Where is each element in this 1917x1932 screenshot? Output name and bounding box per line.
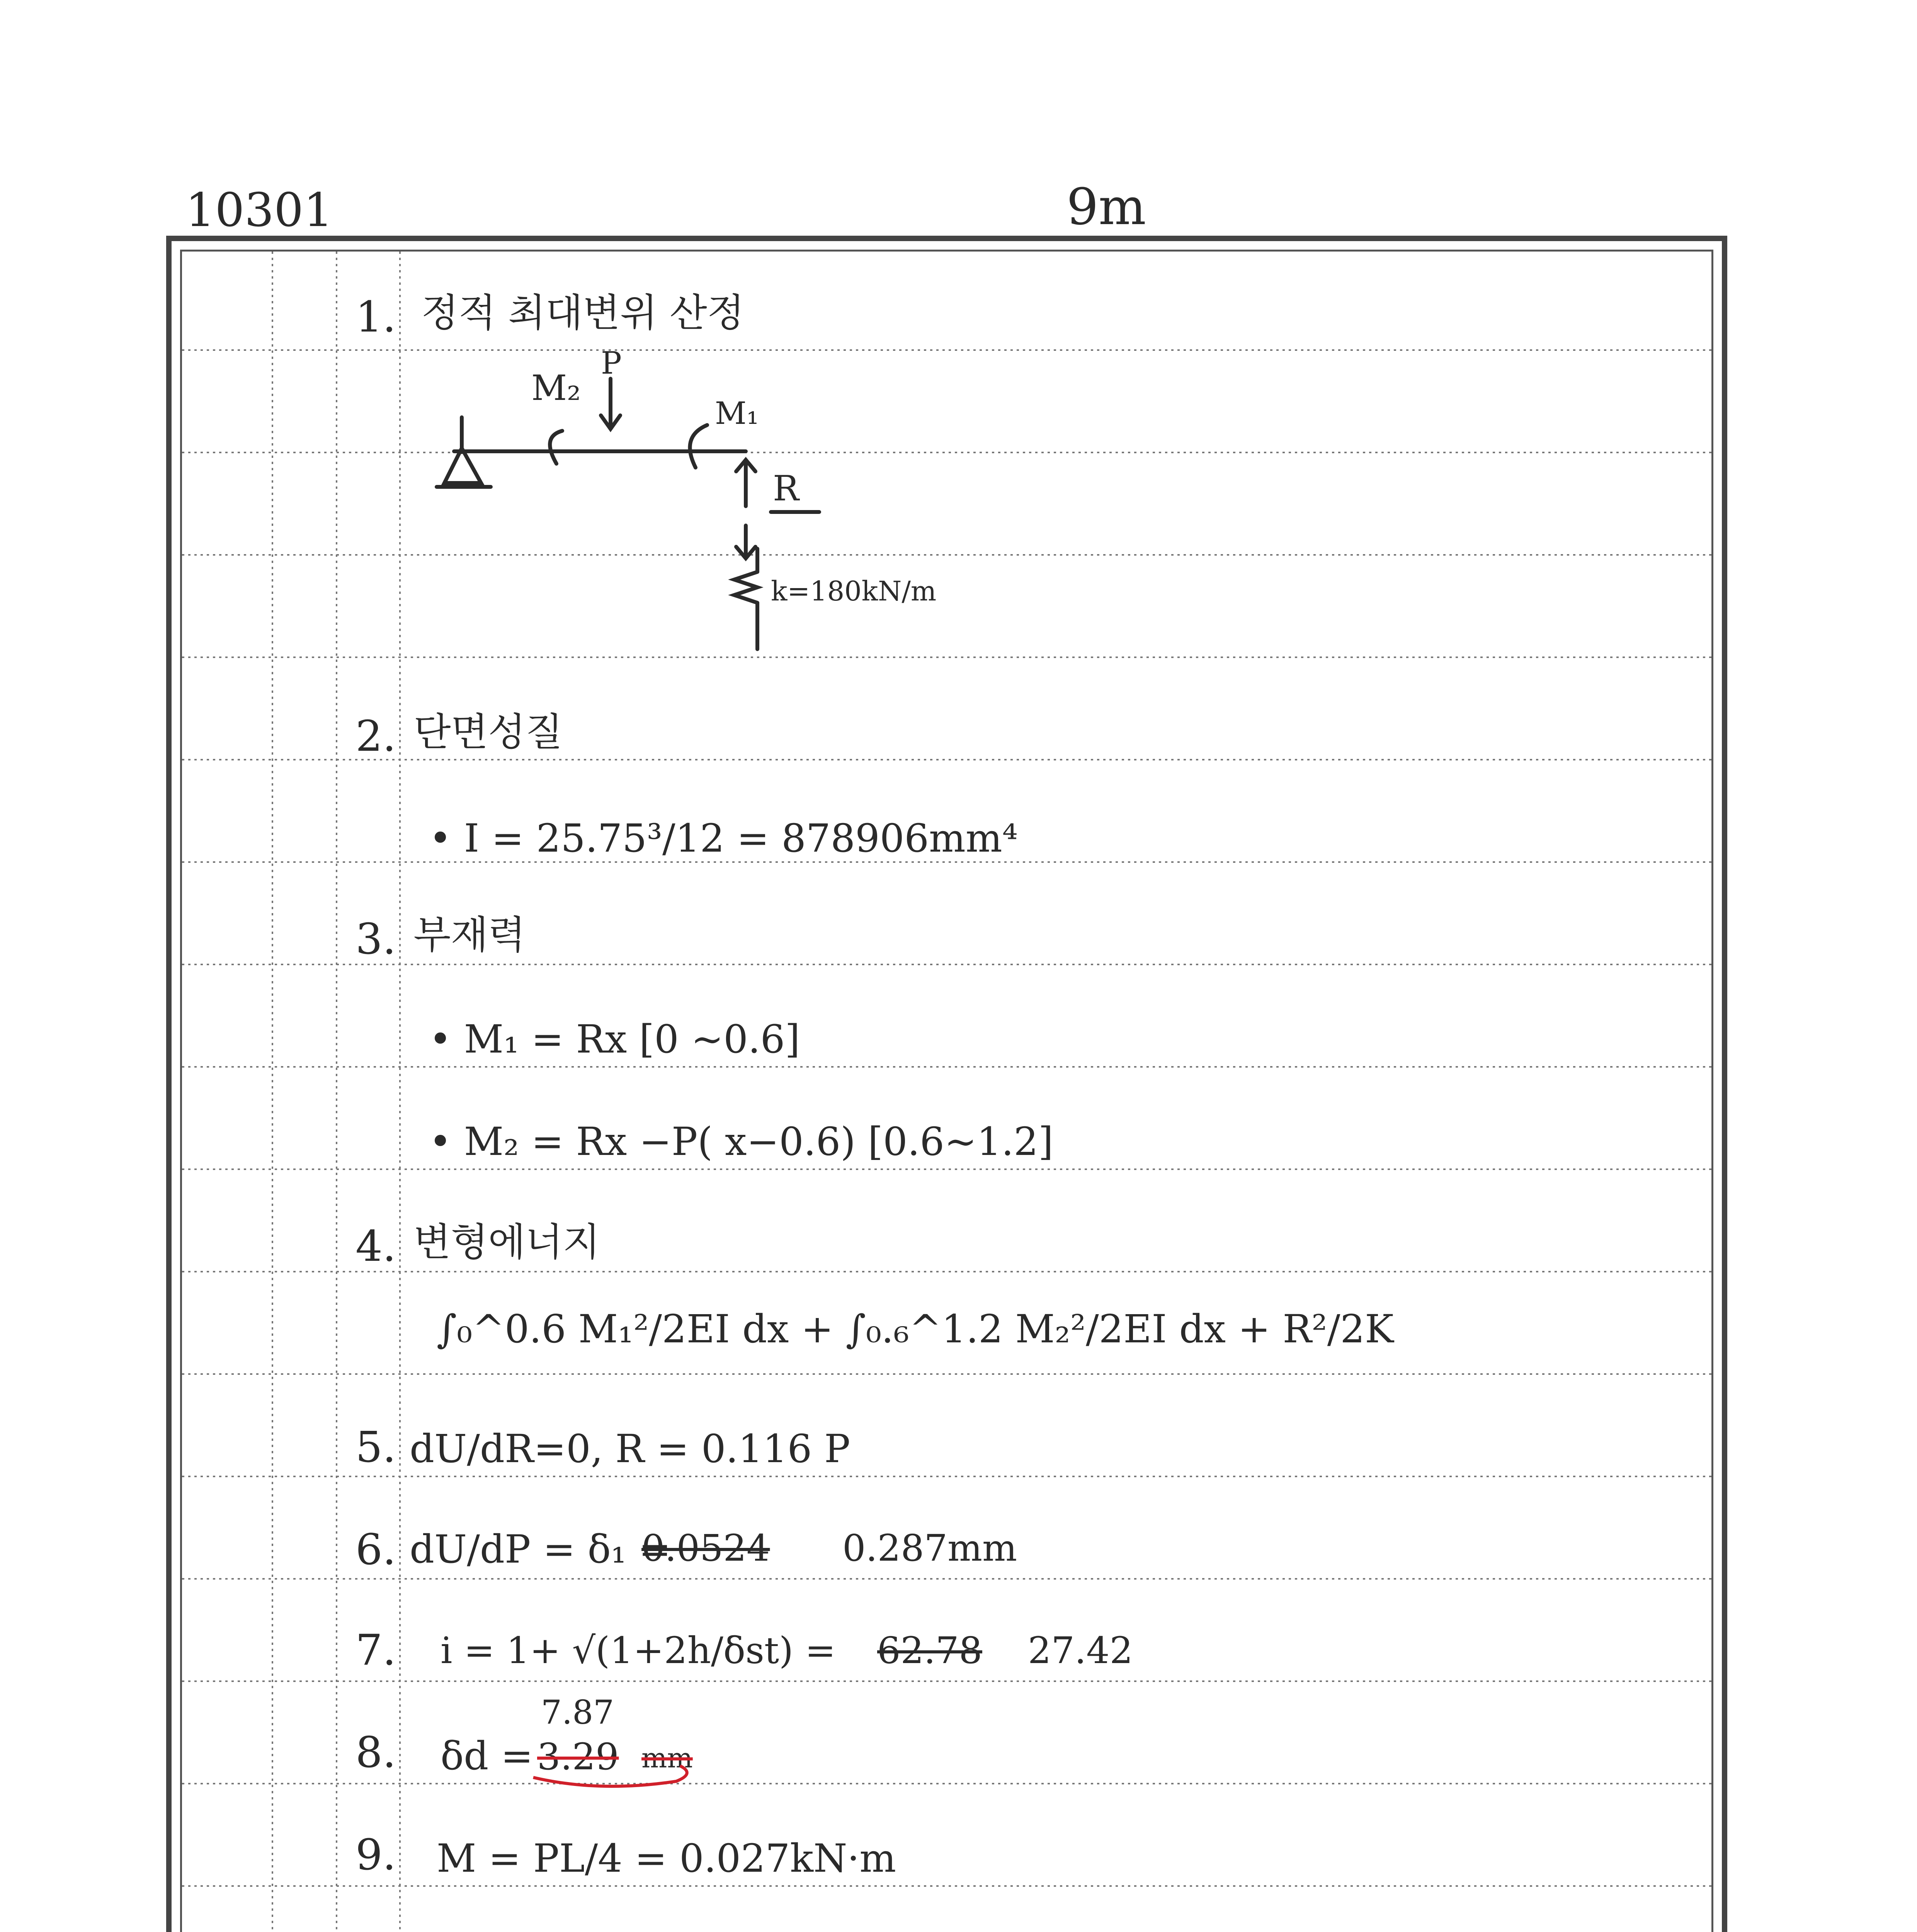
item-number-8 xyxy=(356,1728,396,1777)
item-number-9: 9. xyxy=(356,1830,396,1879)
item-number-6: 6. xyxy=(356,1525,396,1574)
label-m1: M₁ xyxy=(715,395,759,431)
item-2-text: 단면성질 xyxy=(413,709,563,755)
item-8-value: 7.87 xyxy=(541,1694,614,1732)
item-number-1: 1. xyxy=(356,292,396,342)
item-number-4: 4. xyxy=(356,1221,396,1271)
item-7-struck-value: 62.78 xyxy=(877,1629,982,1672)
item-8-text: δd = xyxy=(441,1733,533,1779)
item-6-value: 0.287mm xyxy=(842,1527,1017,1570)
item-number-3: 3. xyxy=(356,914,396,964)
header-id-number: 10301 xyxy=(185,184,333,237)
item-number-2: 2. xyxy=(356,711,396,761)
formula-inertia: • I = 25.75³/12 = 878906mm⁴ xyxy=(429,816,1018,861)
item-7-text: i = 1+ √(1+2h/δst) = xyxy=(441,1629,836,1672)
item-6-struck-value: 0.0524 xyxy=(641,1527,770,1570)
item-5-text: dU/dR=0, R = 0.116 P xyxy=(410,1426,850,1471)
item-3-text: 부재력 xyxy=(413,912,526,957)
label-m2: M₂ xyxy=(531,368,581,408)
label-p: P xyxy=(601,345,622,381)
item-8-struck-value: 3.29 xyxy=(537,1736,619,1778)
header-title: 9m xyxy=(1067,177,1146,236)
label-spring-constant: k=180kN/m xyxy=(771,575,937,607)
item-8-number-text: 8. xyxy=(356,1728,396,1777)
formula-energy: ∫₀^0.6 M₁²/2EI dx + ∫₀.₆^1.2 M₂²/2EI dx + R²/2K xyxy=(437,1306,1394,1352)
formula-m2: • M₂ = Rx −P( x−0.6) [0.6~1.2] xyxy=(429,1119,1053,1164)
formula-m1: • M₁ = Rx [0 ~0.6] xyxy=(429,1017,800,1062)
item-6-text: dU/dP = δ₁ = xyxy=(410,1527,671,1572)
item-8-unit: mm xyxy=(641,1742,693,1774)
answer-sheet-inner xyxy=(180,250,1713,1932)
item-7-value: 27.42 xyxy=(1028,1629,1133,1672)
label-r: R xyxy=(773,468,799,509)
ruled-lines xyxy=(182,252,1711,1932)
item-number-5: 5. xyxy=(356,1422,396,1472)
item-number-7: 7. xyxy=(356,1625,396,1675)
item-9-text: M = PL/4 = 0.027kN·m xyxy=(437,1836,896,1881)
item-4-text: 변형에너지 xyxy=(413,1219,600,1265)
item-1-text: 정적 최대변위 산정 xyxy=(421,290,745,335)
